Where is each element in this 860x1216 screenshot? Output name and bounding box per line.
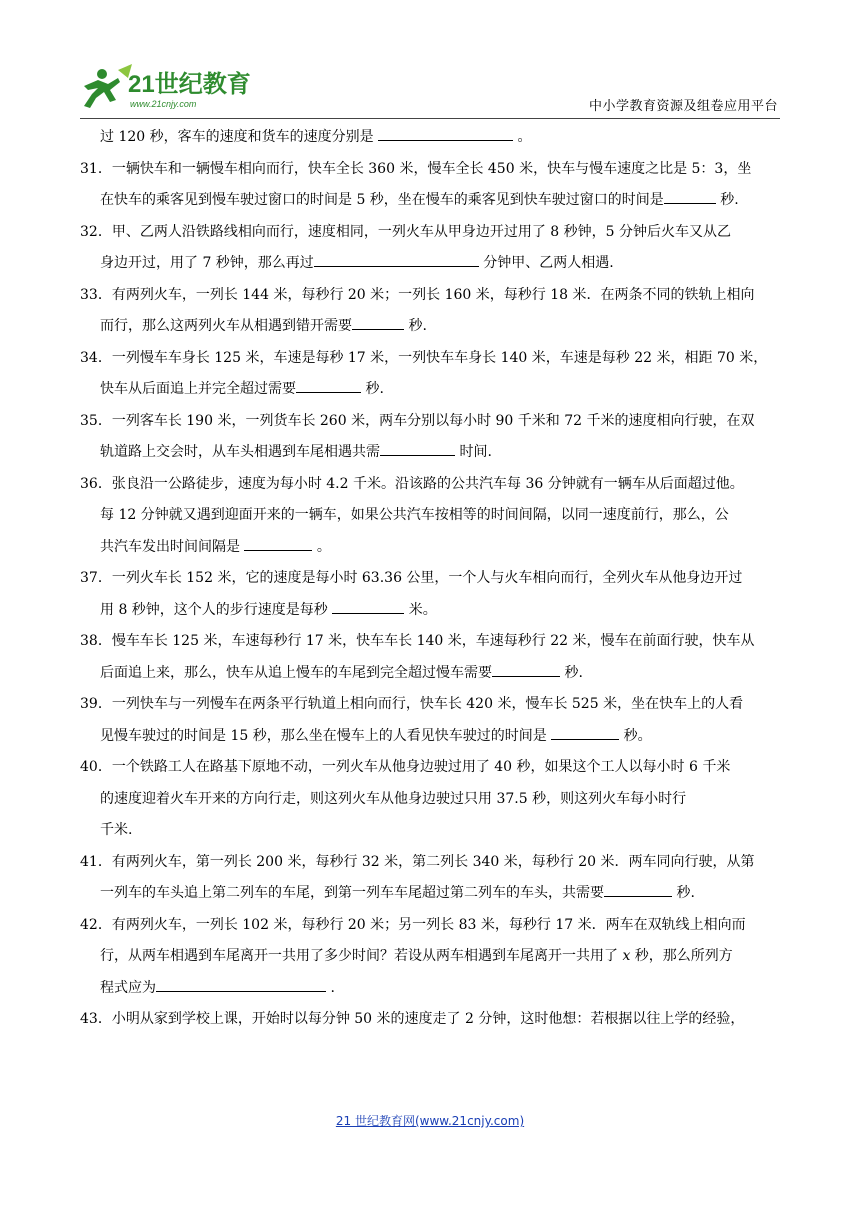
question-line	[80, 280, 780, 312]
question-text: 秒.	[715, 192, 739, 208]
question-line	[80, 217, 780, 249]
question-line	[80, 847, 780, 879]
question-line	[80, 343, 780, 375]
question-text: 秒.	[404, 318, 427, 334]
question-line	[80, 595, 780, 627]
question-text: 。	[513, 129, 532, 145]
question-text: 一辆快车和一辆慢车相向而行，快车全长 360 米，慢车全长 450 米，快车与慢车速度之比是 5：3，坐	[111, 160, 752, 177]
question-number: 40．	[80, 759, 112, 775]
question-text: 秒.	[361, 381, 384, 397]
question-text: 用 8 秒钟，这个人的步行速度是每秒	[100, 601, 333, 618]
question-number: 35．	[80, 412, 112, 429]
question-text: 过 120 秒，客车的速度和货车的速度分别是	[100, 129, 379, 145]
question-line	[80, 689, 780, 721]
question-line	[80, 374, 780, 406]
question-text: 一列火车长 152 米，它的速度是每小时 63.36 公里，一个人与火车相向而行，全列火车从他身边开过	[111, 570, 743, 586]
question-text: 米。	[404, 601, 437, 618]
question-text: 。	[312, 538, 331, 555]
answer-blank[interactable]	[244, 535, 312, 551]
question-text: 有两列火车，第一列长 200 米，每秒行 32 米，第二列长 340 米，每秒行 20 米．两车同向行驶，从第	[111, 853, 755, 870]
question-line	[80, 469, 780, 501]
question-line	[80, 658, 780, 690]
question-number: 37．	[80, 570, 112, 586]
platform-title: 中小学教育资源及组卷应用平台	[588, 99, 778, 114]
question-number: 43．	[80, 1011, 112, 1027]
question-number: 39．	[80, 696, 112, 712]
answer-blank[interactable]	[604, 881, 672, 897]
logo	[80, 62, 270, 114]
answer-blank[interactable]	[378, 125, 513, 141]
question-line	[80, 500, 780, 532]
question-line	[80, 154, 780, 186]
question-number: 31．	[80, 160, 112, 177]
question-line	[80, 185, 780, 217]
question-number: 34．	[80, 349, 112, 366]
question-line	[80, 311, 780, 343]
question-list	[80, 122, 780, 1036]
question-text: 一列客车长 190 米，一列货车长 260 米，两车分别以每小时 90 千米和 72 千米的速度相向行驶，在双	[111, 412, 755, 429]
question-line	[80, 122, 780, 154]
question-text: 在快车的乘客见到慢车驶过窗口的时间是 5 秒，坐在慢车的乘客见到快车驶过窗口的时间是	[100, 192, 664, 208]
question-line	[80, 626, 780, 658]
question-line	[80, 437, 780, 469]
answer-blank[interactable]	[352, 314, 404, 330]
question-text: 秒，那么所列方	[630, 948, 733, 964]
question-text: 身边开过，用了 7 秒钟，那么再过	[100, 255, 314, 271]
question-line	[80, 752, 780, 784]
answer-blank[interactable]	[314, 251, 479, 267]
page-footer	[0, 1112, 860, 1129]
question-text: 甲、乙两人沿铁路线相向而行，速度相同，一列火车从甲身边开过用了 8 秒钟，5 分钟后火车又从乙	[111, 223, 731, 240]
question-number: 32．	[80, 223, 112, 240]
question-line	[80, 973, 780, 1005]
question-text: 程式应为	[100, 979, 156, 996]
question-number: 42．	[80, 916, 112, 933]
question-text: 一列快车与一列慢车在两条平行轨道上相向而行，快车长 420 米，慢车长 525 米，坐在快车上的人看	[111, 696, 744, 712]
question-line	[80, 563, 780, 595]
question-text: 见慢车驶过的时间是 15 秒，那么坐在慢车上的人看见快车驶过的时间是	[100, 727, 552, 744]
question-text: 后面追上来，那么，快车从追上慢车的车尾到完全超过慢车需要	[100, 664, 492, 681]
question-text: 快车从后面追上并完全超过需要	[100, 381, 296, 397]
question-text: 秒.	[672, 885, 695, 901]
question-text: 小明从家到学校上课，开始时以每分钟 50 米的速度走了 2 分钟，这时他想：若根据以往上学的经验，	[111, 1011, 745, 1027]
question-text: 秒。	[619, 727, 652, 744]
answer-blank[interactable]	[664, 188, 716, 204]
variable: x	[622, 948, 631, 964]
question-text: 一列慢车车身长 125 米，车速是每秒 17 米，一列快车车身长 140 米，车速是每秒 22 米，相距 70 米，	[111, 349, 768, 366]
question-number: 36．	[80, 475, 112, 492]
question-text: 分钟甲、乙两人相遇.	[478, 255, 614, 271]
logo-url: www.21cnjy.com	[130, 99, 197, 109]
question-text: 有两列火车，一列长 102 米，每秒行 20 米；另一列长 83 米，每秒行 17 米．两车在双轨线上相向而	[111, 916, 746, 933]
question-text: 有两列火车，一列长 144 米，每秒行 20 米；一列长 160 米，每秒行 18 米．在两条不同的铁轨上相向	[111, 286, 755, 303]
question-line	[80, 721, 780, 753]
footer-link[interactable]: 21 世纪教育网(www.21cnjy.com)	[335, 1114, 525, 1128]
question-line	[80, 910, 780, 942]
question-line	[80, 878, 780, 910]
question-text: 共汽车发出时间间隔是	[100, 538, 245, 555]
answer-blank[interactable]	[551, 724, 619, 740]
question-line	[80, 248, 780, 280]
answer-blank[interactable]	[380, 440, 455, 456]
question-text: 而行，那么这两列火车从相遇到错开需要	[100, 318, 352, 334]
question-text: 的速度迎着火车开来的方向行走，则这列火车从他身边驶过只用 37.5 秒，则这列火车每小时行	[100, 790, 687, 807]
question-number: 41．	[80, 853, 112, 870]
answer-blank[interactable]	[156, 976, 326, 992]
page-header	[80, 62, 780, 119]
question-text: 张良沿一公路徒步，速度为每小时 4.2 千米。沿该路的公共汽车每 36 分钟就有一辆车从后面超过他。	[111, 475, 744, 492]
question-number: 38．	[80, 633, 112, 649]
question-text: 行，从两车相遇到车尾离开一共用了多少时间？若设从两车相遇到车尾离开一共用了	[100, 948, 623, 964]
question-line	[80, 532, 780, 564]
answer-blank[interactable]	[332, 598, 404, 614]
answer-blank[interactable]	[296, 377, 361, 393]
question-line	[80, 1004, 780, 1036]
question-text: 一列车的车头追上第二列车的车尾，到第一列车车尾超过第二列车的车头，共需要	[100, 885, 604, 901]
question-text: 轨道路上交会时，从车头相遇到车尾相遇共需	[100, 444, 380, 460]
question-text: 时间.	[455, 444, 492, 460]
question-text: .	[326, 979, 335, 996]
question-text: 千米.	[100, 822, 133, 838]
question-number: 33．	[80, 286, 112, 303]
question-text: 每 12 分钟就又遇到迎面开来的一辆车，如果公共汽车按相等的时间间隔，以同一速度前行，那么，公	[100, 507, 729, 523]
question-text: 慢车车长 125 米，车速每秒行 17 米，快车车长 140 米，车速每秒行 22 米，慢车在前面行驶，快车从	[111, 633, 755, 649]
question-text: 秒.	[560, 664, 583, 681]
question-line	[80, 941, 780, 973]
logo-text: 21世纪教育	[128, 71, 251, 98]
question-line	[80, 784, 780, 816]
answer-blank[interactable]	[492, 661, 560, 677]
question-line	[80, 406, 780, 438]
question-text: 一个铁路工人在路基下原地不动，一列火车从他身边驶过用了 40 秒，如果这个工人以每小时 6 千米	[111, 759, 731, 775]
question-line	[80, 815, 780, 847]
runner-logo-icon	[80, 62, 270, 114]
